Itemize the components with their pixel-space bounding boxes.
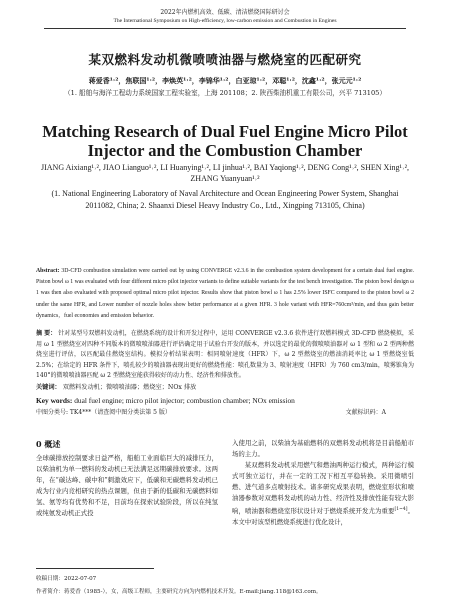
header-en: The International Symposium on High-efficiency, low-carbon emission and Combustion in Engines xyxy=(113,18,337,24)
title-zh: 某双燃料发动机微喷喷油器与燃烧室的匹配研究 xyxy=(88,52,362,67)
keywords-en xyxy=(36,396,414,406)
keywords-en-text: dual fuel engine; micro pilot injector; combustion chamber; NOx emission xyxy=(74,396,295,405)
citation-ref: [1~4] xyxy=(394,507,408,512)
title-en: Matching Research of Dual Fuel Engine Micro Pilot Injector and the Combustion Chamber xyxy=(42,122,408,160)
footnote-rule xyxy=(36,568,154,569)
footnote-author: 作者简介：蒋爱香（1985-），女，高级工程师，主要研究方向为内燃机技术开发。E-mail:jiang.118@163.com。 xyxy=(36,589,322,595)
intro-paragraph-continued: 入使用之前，以柴油为基础燃料的双燃料发动机将是目前船舶市场的主力。 xyxy=(232,439,414,458)
header-rule xyxy=(44,28,406,29)
affiliation-en: (1. National Engineering Laboratory of Naval Architecture and Ocean Engineering Power System, Shanghai 2011082, China; 2. Shaanxi Diesel Heavy Industry Co., Ltd., Xingping 713105, China) xyxy=(51,189,399,210)
intro-paragraph-left: 全球碳排放控制要求日益严格，船舶工业面临巨大的减排压力，以柴油机为单一燃料的发动机已无法满足远期碳排放要求。这两年，在“碳达峰、碳中和”刺激效应下，低碳和无碳燃料发动机已成为行业内竞相研究的热点课题，但由于新的低碳和无碳燃料如氢、氨等均有优势和不足，目前均在探索试验阶段，所以在纯氢或纯氨发动机正式投 xyxy=(36,454,218,517)
clc-number: 中图分类号: TK4***（请查阅中图分类法第 5 版） xyxy=(36,409,171,416)
abstract-zh-text: 针对某型号双燃料发动机，在燃烧系统的设计和开发过程中，运用 CONVERGE v2.3.6 软件进行双燃料模式 3D-CFD 燃烧模拟，采用 ω 1 型燃烧室对四种不同版本的微喷喷油器进行评估确定用于试验台开发的版本，并以选定的最优的微喷喷油器对 ω 1 型和 ω 2 型两种燃烧室进行评估，以匹配最佳燃烧室结构。模拟分析结果表明：相同喷射速度（HFR）下，ω 2 型燃烧室的燃油消耗率比 ω 1 型燃烧室低 2.5%；在给定的 HFR 条件下，喷孔较少的喷油器表现出更好的燃烧性能：喷孔数量为 3、喷射速度（HFR）为 760 cm3/min，喷雾锥角为 140°的微喷喷油器匹配 ω 2 型燃烧室能获得较好的动力性、经济性和排放性。 xyxy=(36,330,414,380)
abstract-en-label: Abstract: xyxy=(36,268,60,274)
running-header xyxy=(0,8,450,25)
abstract-zh xyxy=(36,329,414,382)
abstract-en xyxy=(36,266,414,322)
keywords-zh-label: 关键词： xyxy=(36,384,61,391)
body-column-left xyxy=(36,438,218,519)
keywords-zh-text: 双燃料发动机；微喷喷油器；燃烧室；NOx 排放 xyxy=(62,384,197,391)
keywords-en-label: Key words: xyxy=(36,396,73,405)
body-column-right xyxy=(232,438,414,528)
keywords-zh xyxy=(36,383,414,393)
header-zh: 2022年内燃机高效、低碳、清洁燃烧国际研讨会 xyxy=(160,9,290,16)
affiliation-zh: （1. 船舶与海洋工程动力系统国家工程实验室，上海 201108；2. 陕西柴油机重工有限公司，兴平 713105） xyxy=(64,89,386,97)
abstract-en-text: 3D-CFD combustion simulation were carried out by using CONVERGE v2.3.6 in the combustion system development for a certain dual fuel engine. Piston bowl ω 1 was evaluated with four different micro pilot injector variants to define suitable variants for the test bench investigation. The piston bowl design ω 1 was then also evaluated with proposed optimal micro pilot injector. Results show that piston bowl ω 1 has 2.5% lower ISFC compared to the piston bowl ω 2 under the same HFR, and Lower number of nozzle holes show better performance at a given HFR. 3 hole variant with HFR=760cm³/min, and thus gain better dynamics，fuel economies and emission behavior. xyxy=(36,268,415,319)
authors-en: JIANG Aixiang¹˒², JIAO Lianguo¹˒², LI Huanying¹˒², LI jinhua¹˒², BAI Yaqiong¹˒², DENG Cong¹˒², SHEN Xing¹˒², ZHANG Yuanyuan¹˒² xyxy=(41,163,409,183)
engine-text-end: 。本文中对该型机燃烧系统进行优化设计， xyxy=(232,507,414,527)
engine-text: 某双燃料发动机采用燃气和燃油两种运行模式，两种运行模式可独立运行，并在一定的工况下相互平稳转换。采用微喷引燃、进气道多点喷射技术。诸多研究成果表明，燃烧室形状和喷油器参数对双燃料发动机的动力性、经济性及排放性能有较大影响，喷油器和燃烧室形状设计对于燃烧系统开发尤为重要 xyxy=(232,461,414,516)
section-heading: 0 概述 xyxy=(36,439,61,449)
classification-line xyxy=(36,408,414,419)
document-code: 文献标识码：A xyxy=(345,409,386,416)
footnote-received: 收稿日期：2022-07-07 xyxy=(36,576,97,582)
authors-zh: 蒋爱香¹˒²，焦联国¹˒²，李焕英¹˒²，李锦华¹˒²，白亚琼¹˒²，邓聪¹˒²，沈鑫¹˒²，张元元¹˒² xyxy=(88,76,362,85)
intro-paragraph-engine xyxy=(232,460,414,528)
abstract-zh-label: 摘 要： xyxy=(36,330,57,337)
